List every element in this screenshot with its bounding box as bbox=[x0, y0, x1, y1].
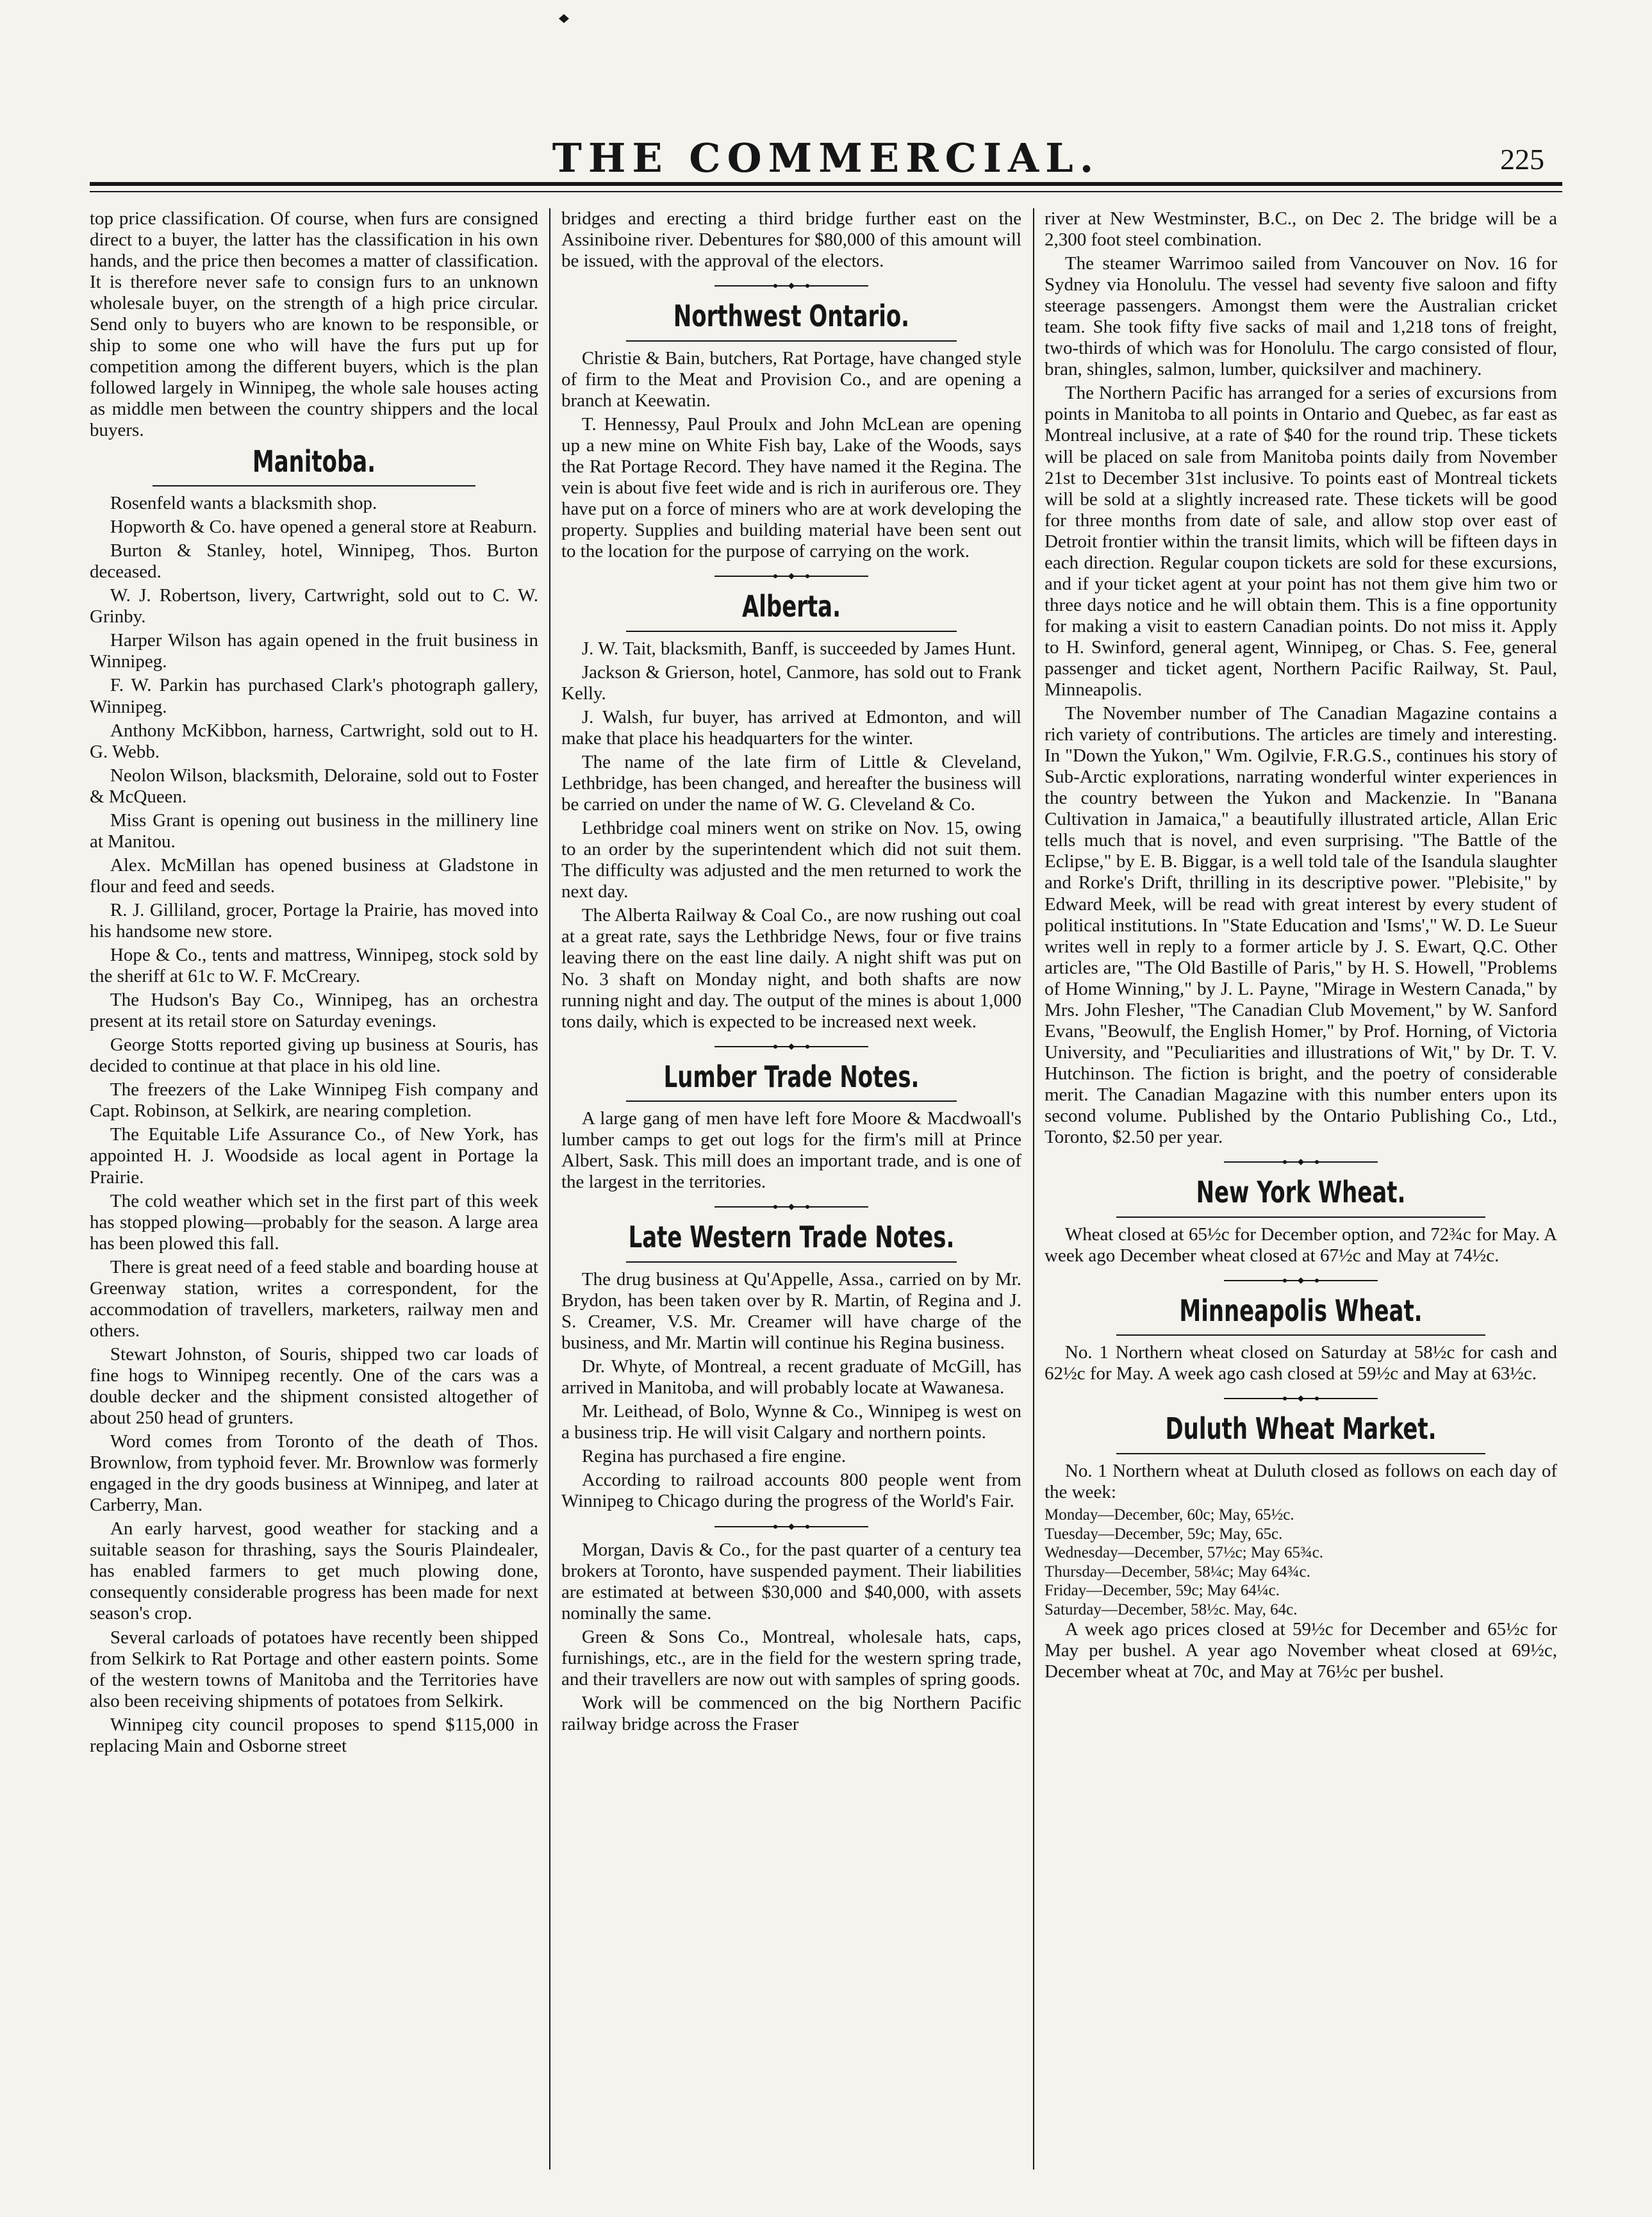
page-number: 225 bbox=[1500, 143, 1544, 176]
article-paragraph: Hopworth & Co. have opened a general store at Reaburn. bbox=[110, 517, 537, 538]
masthead bbox=[90, 128, 1562, 186]
ink-dot-mark bbox=[559, 14, 569, 23]
article-paragraph: river at New Westminster, B.C., on Dec 2. The bridge will be a 2,300 foot steel combination. bbox=[1045, 208, 1557, 251]
article-paragraph: Stewart Johnston, of Souris, shipped two car loads of fine hogs to Winnipeg recently. One of the cars was a double decker and the shipment consisted altogether of about 250 head of grunters. bbox=[90, 1343, 538, 1429]
article-paragraph: Lethbridge coal miners went on strike on Nov. 15, owing to an order by the superintendent which did not suit them. The difficulty was adjusted and the men returned to work the next day. bbox=[561, 818, 1021, 902]
article-paragraph: Harper Wilson has again opened in the fruit business in Winnipeg. bbox=[90, 630, 538, 672]
article-paragraph: There is great need of a feed stable and boarding house at Greenway station, writes a correspondent, for the accommodation of travellers, marketers, railway men and others. bbox=[90, 1256, 538, 1341]
article-paragraph: T. Hennessy, Paul Proulx and John McLean are opening up a new mine on White Fish bay, Lake of the Woods, says the Rat Portage Record. They have named it the Regina. The vein is about five feet wide and is rich in auriferous ore. They have put on a force of miners who are at work developing the property. Supplies and building material have been sent out to the location for the purpose of carrying on the work. bbox=[561, 413, 1021, 562]
article-paragraph: The steamer Warrimoo sailed from Vancouver on Nov. 16 for Sydney via Honolulu. The vessel had seventy five saloon and fifty steerage passengers. Amongst them were the Australian cricket team. She took fifty five sacks of mail and 1,218 tons of freight, two-thirds of which was for Honolulu. The cargo consisted of flour, bran, shingles, salmon, lumber, quicksilver and machinery. bbox=[1045, 253, 1557, 380]
article-paragraph: The cold weather which set in the first part of this week has stopped plowing—probably for the season. A large area has been plowed this fall. bbox=[90, 1190, 538, 1254]
section-separator bbox=[1045, 1391, 1557, 1409]
article-paragraph: Rosenfeld wants a blacksmith shop. bbox=[110, 493, 377, 514]
section-separator bbox=[561, 1519, 1021, 1537]
price-line: Thursday—December, 58¼c; May 64¾c. bbox=[1045, 1563, 1310, 1581]
section-separator bbox=[561, 569, 1021, 586]
article-paragraph: The Equitable Life Assurance Co., of New York, has appointed H. J. Woodside as local agent in Portage la Prairie. bbox=[90, 1124, 538, 1188]
article-paragraph: Morgan, Davis & Co., for the past quarter of a century tea brokers at Toronto, have suspended payment. Their liabilities are estimated at between $30,000 and $40,000, with assets nominally the same. bbox=[561, 1539, 1021, 1623]
article-paragraph: bridges and erecting a third bridge further east on the Assiniboine river. Debentures for $80,000 of this amount will be issued, with the approval of the electors. bbox=[561, 208, 1021, 272]
section-separator bbox=[561, 1039, 1021, 1057]
article-paragraph: George Stotts reported giving up business at Souris, has decided to continue at that place in his old line. bbox=[90, 1034, 538, 1077]
article-paragraph: W. J. Robertson, livery, Cartwright, sold out to C. W. Grinby. bbox=[90, 585, 538, 627]
price-line: Monday—December, 60c; May, 65½c. bbox=[1045, 1506, 1294, 1524]
section-separator bbox=[1045, 1273, 1557, 1291]
column-divider bbox=[549, 208, 550, 2170]
price-line: Saturday—December, 58½c. May, 64c. bbox=[1045, 1600, 1298, 1618]
column-1 bbox=[90, 208, 538, 2170]
article-paragraph: Word comes from Toronto of the death of Thos. Brownlow, from typhoid fever. Mr. Brownlow was formerly engaged in the dry goods business at Winnipeg, and later at Carberry, Man. bbox=[90, 1431, 538, 1516]
heading-rule bbox=[1116, 1453, 1485, 1454]
article-paragraph: Burton & Stanley, hotel, Winnipeg, Thos. Burton deceased. bbox=[90, 540, 538, 583]
article-paragraph: The freezers of the Lake Winnipeg Fish company and Capt. Robinson, at Selkirk, are nearing completion. bbox=[90, 1079, 538, 1122]
heading-rule bbox=[1116, 1334, 1485, 1336]
column-2 bbox=[561, 208, 1021, 2170]
masthead-rule-thick bbox=[90, 182, 1562, 186]
section-heading: Manitoba. bbox=[252, 444, 376, 479]
article-paragraph: J. W. Tait, blacksmith, Banff, is succeeded by James Hunt. bbox=[581, 638, 1016, 659]
article-paragraph: According to railroad accounts 800 people went from Winnipeg to Chicago during the progress of the World's Fair. bbox=[561, 1470, 1021, 1512]
article-paragraph: Jackson & Grierson, hotel, Canmore, has sold out to Frank Kelly. bbox=[561, 661, 1021, 704]
section-heading: Lumber Trade Notes. bbox=[663, 1059, 920, 1094]
article-paragraph: Christie & Bain, butchers, Rat Portage, have changed style of firm to the Meat and Provision Co., and are opening a branch at Keewatin. bbox=[561, 347, 1021, 411]
heading-rule bbox=[153, 485, 475, 486]
article-paragraph: A large gang of men have left fore Moore & Macdwoall's lumber camps to get out logs for the firm's mill at Prince Albert, Sask. This mill does an important trade, and is one of the largest in the territories. bbox=[561, 1108, 1021, 1193]
price-line: Tuesday—December, 59c; May, 65c. bbox=[1045, 1525, 1283, 1543]
article-paragraph: top price classification. Of course, when furs are consigned direct to a buyer, the latter has the classification in his own hands, and the price then becomes a matter of classification. It is therefore never safe to consign furs to an unknown wholesale buyer, on the strength of a high price circular. Send only to buyers who are known to be responsible, or ship to some one who will have the furs put up for competition among the different buyers, which is the plan followed largely in Winnipeg, the whole sale houses acting as middle men between the country shippers and the local buyers. bbox=[90, 208, 538, 441]
heading-rule bbox=[1116, 1216, 1485, 1218]
heading-rule bbox=[626, 631, 957, 632]
price-line: Wednesday—December, 57½c; May 65¾c. bbox=[1045, 1544, 1324, 1562]
heading-rule bbox=[626, 340, 957, 342]
section-heading: Minneapolis Wheat. bbox=[1179, 1293, 1423, 1328]
article-paragraph: R. J. Gilliland, grocer, Portage la Prairie, has moved into his handsome new store. bbox=[90, 899, 538, 942]
article-paragraph: Work will be commenced on the big Northern Pacific railway bridge across the Fraser bbox=[561, 1692, 1021, 1734]
article-paragraph: A week ago prices closed at 59½c for December and 65½c for May per bushel. A year ago November wheat closed at 69½c, December wheat at 70c, and May at 76½c per bushel. bbox=[1045, 1619, 1557, 1682]
article-paragraph: Green & Sons Co., Montreal, wholesale hats, caps, furnishings, etc., are in the field for the western spring trade, and their travellers are now out with samples of spring goods. bbox=[561, 1626, 1021, 1690]
article-paragraph: Miss Grant is opening out business in the millinery line at Manitou. bbox=[90, 810, 538, 852]
article-paragraph: No. 1 Northern wheat closed on Saturday at 58½c for cash and 62½c for May. A week ago cash closed at 59½c and May at 63½c. bbox=[1045, 1342, 1557, 1384]
article-paragraph: The name of the late firm of Little & Cleveland, Lethbridge, has been changed, and hereafter the business will be carried on under the name of W. G. Cleveland & Co. bbox=[561, 752, 1021, 815]
section-heading: Northwest Ontario. bbox=[673, 299, 910, 334]
article-paragraph: The Hudson's Bay Co., Winnipeg, has an orchestra present at its retail store on Saturday evenings. bbox=[90, 990, 538, 1032]
article-paragraph: Anthony McKibbon, harness, Cartwright, sold out to H. G. Webb. bbox=[90, 720, 538, 762]
section-heading: Late Western Trade Notes. bbox=[628, 1220, 955, 1255]
section-heading: New York Wheat. bbox=[1196, 1175, 1406, 1210]
price-line: Friday—December, 59c; May 64¼c. bbox=[1045, 1582, 1280, 1600]
article-paragraph: The drug business at Qu'Appelle, Assa., carried on by Mr. Brydon, has been taken over by R. Martin, of Regina and J. S. Creamer, V.S. Mr. Creamer will have charge of the business, and Mr. Martin will continue his Regina business. bbox=[561, 1269, 1021, 1354]
article-paragraph: Several carloads of potatoes have recently been shipped from Selkirk to Rat Portage and other eastern points. Some of the western towns of Manitoba and the Territories have also been receiving shipments of potatoes from Selkirk. bbox=[90, 1627, 538, 1711]
heading-rule bbox=[626, 1100, 957, 1102]
article-paragraph: Regina has purchased a fire engine. bbox=[581, 1446, 847, 1467]
article-paragraph: Alex. McMillan has opened business at Gladstone in flour and feed and seeds. bbox=[90, 854, 538, 897]
column-3 bbox=[1045, 208, 1557, 2170]
masthead-title: THE COMMERCIAL. bbox=[552, 135, 1100, 181]
article-paragraph: Dr. Whyte, of Montreal, a recent graduate of McGill, has arrived in Manitoba, and will probably locate at Wawanesa. bbox=[561, 1356, 1021, 1399]
article-paragraph: Hope & Co., tents and mattress, Winnipeg, stock sold by the sheriff at 61c to W. F. McCreary. bbox=[90, 945, 538, 987]
article-paragraph: The Northern Pacific has arranged for a series of excursions from points in Manitoba to all points in Ontario and Quebec, as far east as Montreal inclusive, at a rate of $40 for the round trip. These tickets will be placed on sale from Manitoba points daily from November 21st to December 31st inclusive. To points east of Montreal tickets will be sold at a slightly increased rate. These tickets will be good for three months from date of sale, and allow stop over east of Detroit frontier within the transit limits, which will be fifteen days in each direction. Regular coupon tickets are sold for these excursions, and if your ticket agent at your point has not them give him two or three days notice and he will obtain them. This is a fine opportunity for making a visit to eastern Canadian points. Do not miss it. Apply to H. Swinford, general agent, Winnipeg, or Chas. S. Fee, general passenger and ticket agent, Northern Pacific Railway, St. Paul, Minneapolis. bbox=[1045, 383, 1557, 701]
masthead-rule-thin bbox=[90, 191, 1562, 192]
article-paragraph: F. W. Parkin has purchased Clark's photograph gallery, Winnipeg. bbox=[90, 675, 538, 717]
section-separator bbox=[561, 278, 1021, 296]
section-separator bbox=[1045, 1154, 1557, 1172]
article-paragraph: The Alberta Railway & Coal Co., are now rushing out coal at a great rate, says the Lethbridge News, four or five trains leaving there on the east line daily. A night shift was put on No. 3 shaft on Monday night, and both shafts are now running night and day. The output of the mines is about 1,000 tons daily, which is expected to be increased next week. bbox=[561, 905, 1021, 1032]
column-divider bbox=[1033, 208, 1034, 2170]
price-list bbox=[1045, 1506, 1557, 1619]
article-paragraph: J. Walsh, fur buyer, has arrived at Edmonton, and will make that place his headquarters for the winter. bbox=[561, 706, 1021, 749]
article-paragraph: Neolon Wilson, blacksmith, Deloraine, sold out to Foster & McQueen. bbox=[90, 765, 538, 807]
article-paragraph: An early harvest, good weather for stacking and a suitable season for thrashing, says the Souris Plaindealer, has enabled farmers to get much plowing done, consequently considerable progress has been made for next season's crop. bbox=[90, 1518, 538, 1624]
article-paragraph: No. 1 Northern wheat at Duluth closed as follows on each day of the week: bbox=[1045, 1461, 1557, 1503]
article-paragraph: The November number of The Canadian Magazine contains a rich variety of contributions. The articles are timely and interesting. In "Down the Yukon," Wm. Ogilvie, F.R.G.S., continues his story of Sub-Arctic explorations, narrating wonderful winter experiences in the country between the Yukon and Mackenzie. In "Banana Cultivation in Jamaica," a beautifully illustrated article, Allan Eric tells much that is novel, and even surprising. "The Battle of the Eclipse," by E. B. Biggar, is a well told tale of the Isandula slaughter and Rorke's Drift, thrilling in its descriptive power. "Plebisite," by Edward Meek, will be read with great interest by every student of political institutions. In "State Education and 'Isms'," W. D. Le Sueur writes well in reply to a former article by J. S. Ewart, Q.C. Other articles are, "The Old Bastille of Paris," by H. S. Howell, "Problems of Home Winning," by J. L. Payne, "Mirage in Western Canada," by Mrs. John Flesher, "The Canadian Club Movement," by W. Sanford Evans, "Beowulf, the English Homer," by Prof. Horning, of Victoria University, and "Peculiarities and illustrations of Wit," by Dr. T. V. Hutchinson. The fiction is bright, and the poetry of considerable merit. The Canadian Magazine with this number enters upon its second volume. Published by the Ontario Publishing Co., Ltd., Toronto, $2.50 per year. bbox=[1045, 703, 1557, 1148]
section-separator bbox=[561, 1199, 1021, 1217]
article-paragraph: Wheat closed at 65½c for December option, and 72¾c for May. A week ago December wheat closed at 67½c and May at 74½c. bbox=[1045, 1224, 1557, 1266]
section-heading: Duluth Wheat Market. bbox=[1165, 1411, 1437, 1447]
heading-rule bbox=[626, 1261, 957, 1263]
article-paragraph: Winnipeg city council proposes to spend $115,000 in replacing Main and Osborne street bbox=[90, 1714, 538, 1756]
section-heading: Alberta. bbox=[742, 589, 841, 624]
article-paragraph: Mr. Leithead, of Bolo, Wynne & Co., Winnipeg is west on a business trip. He will visit Calgary and northern points. bbox=[561, 1401, 1021, 1443]
